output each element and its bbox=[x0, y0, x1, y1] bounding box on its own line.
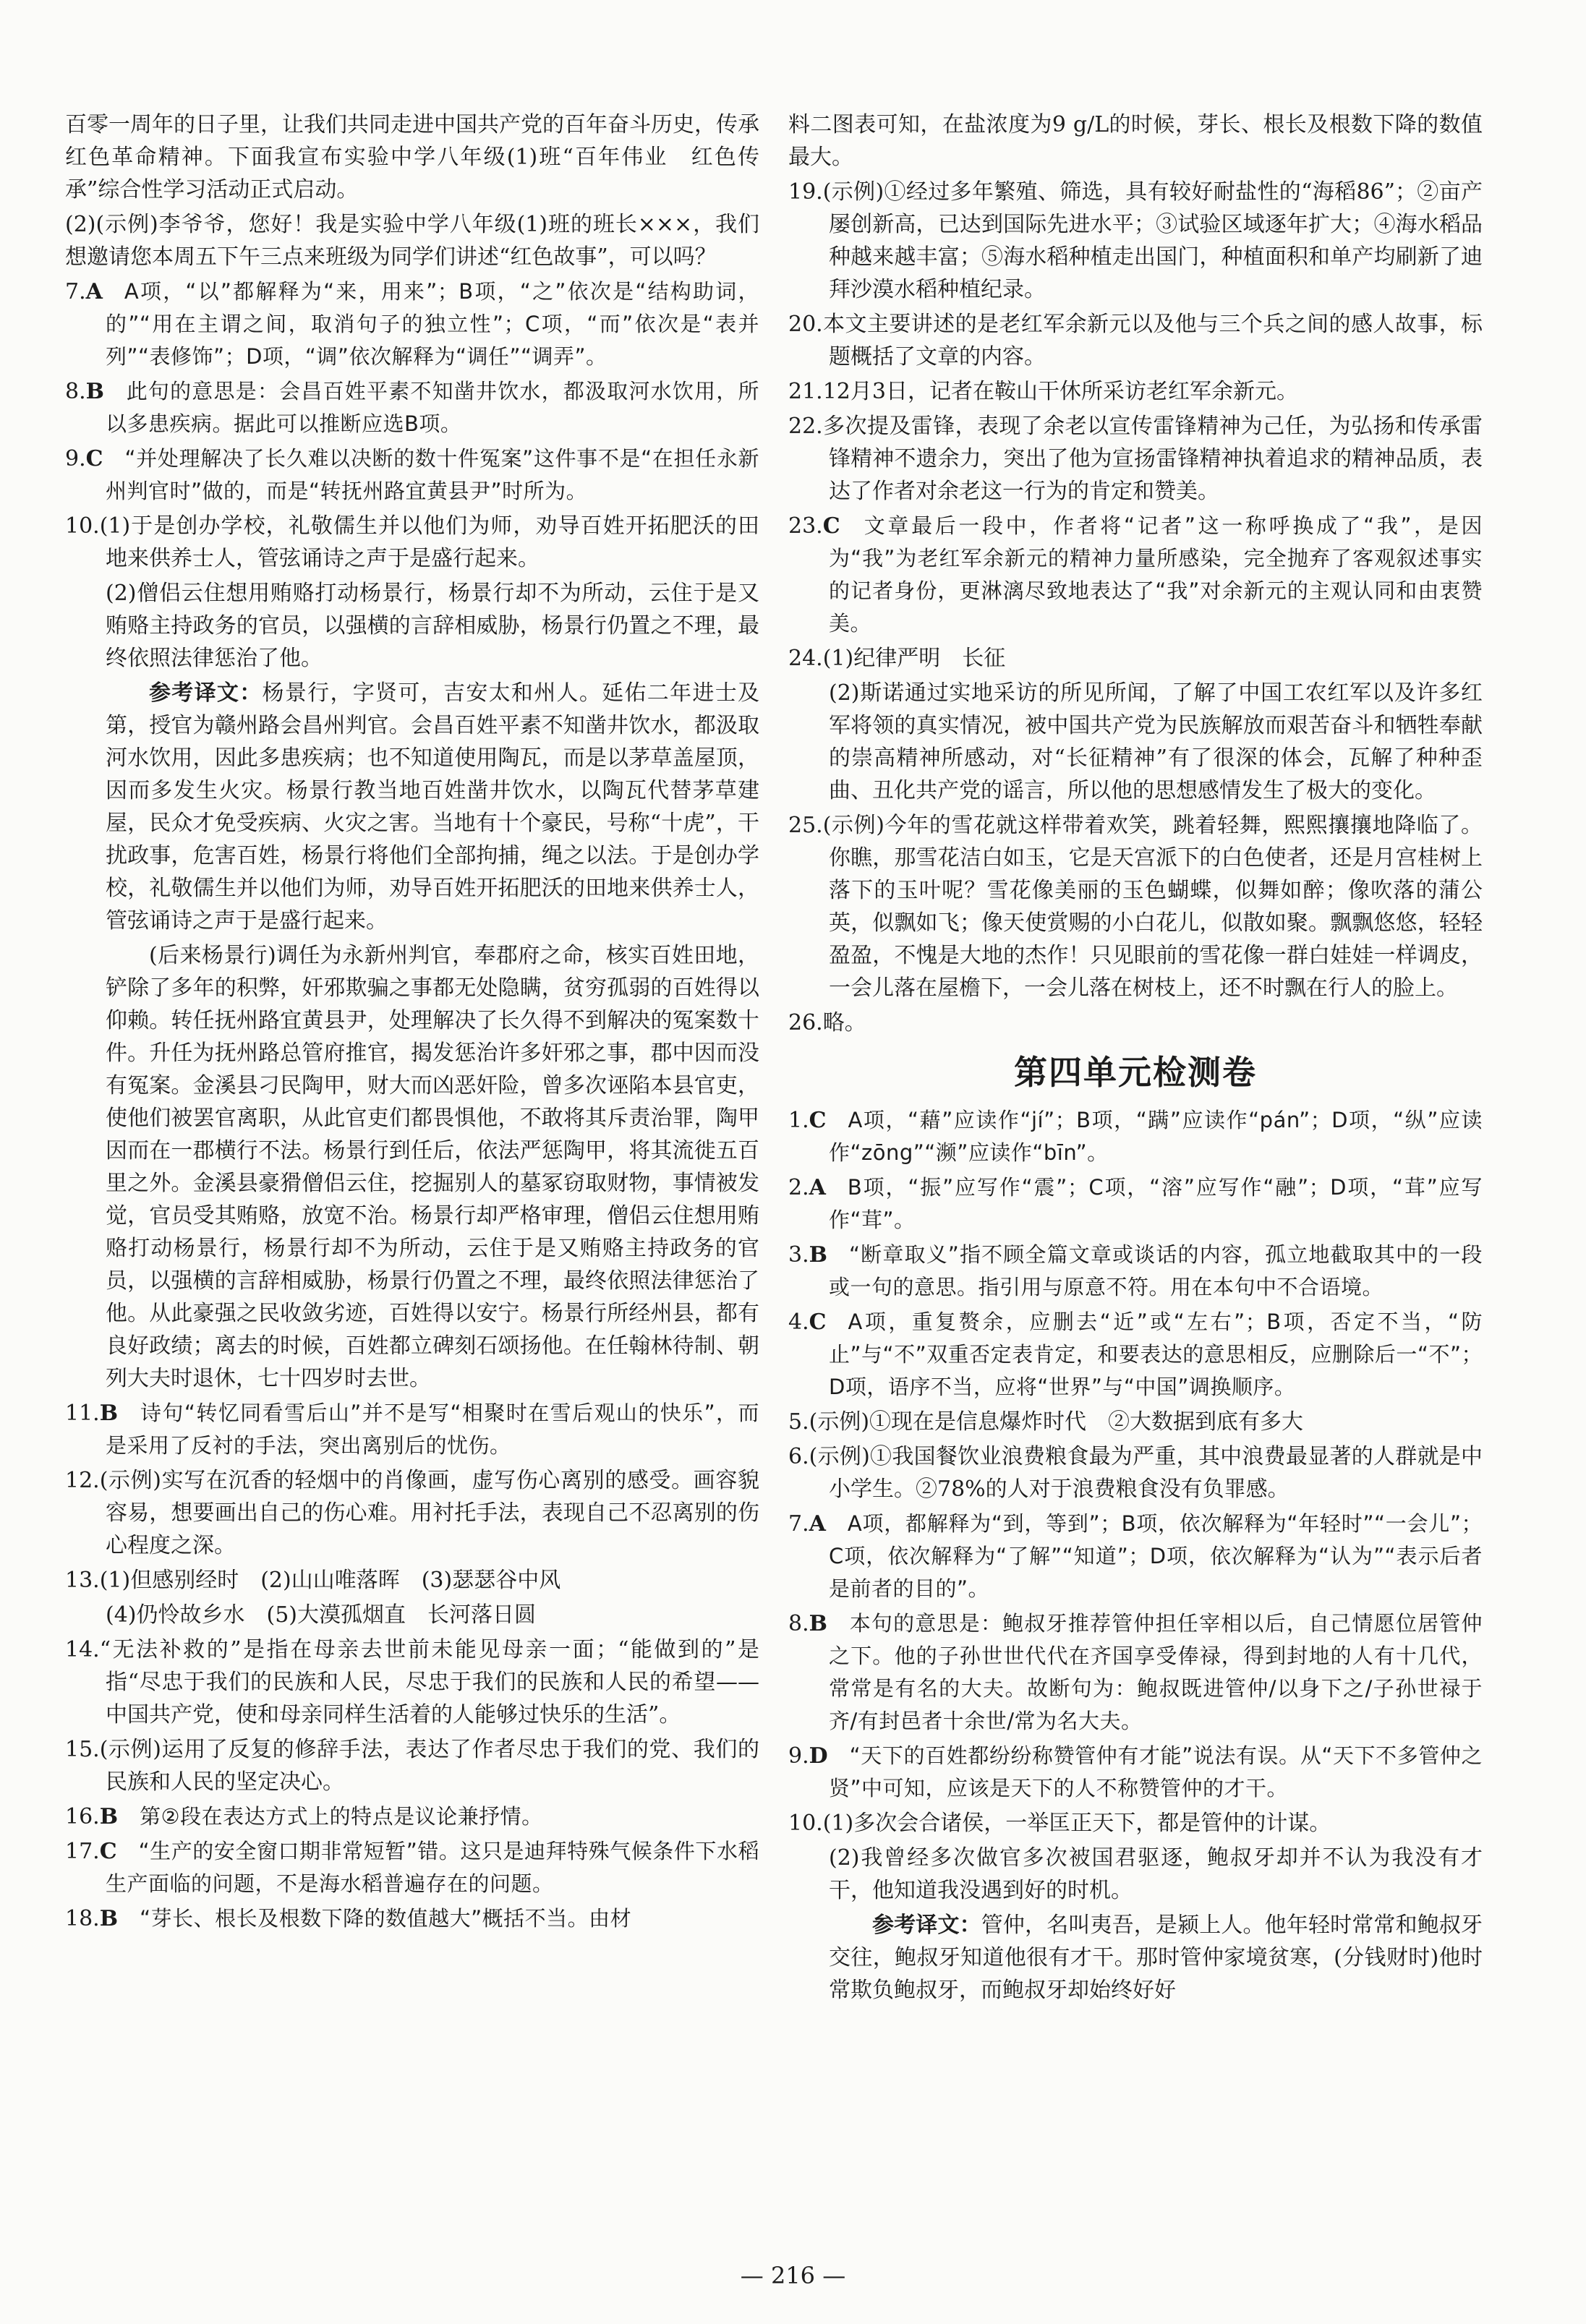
item-text: 管仲，名叫夷吾，是颍上人。他年轻时常常和鲍叔牙交往，鲍叔牙知道他很有才干。那时管仲家境贫寒，(分钱财时)他时常欺负鲍叔牙，而鲍叔牙却始终好好 bbox=[829, 1913, 1483, 2003]
answer-item bbox=[65, 1902, 759, 1935]
item-text: B项，“振”应写作“震”；C项，“溶”应写作“融”；D项，“茸”应写作“茸”。 bbox=[829, 1175, 1483, 1232]
item-text: A项，重复赘余，应删去“近”或“左右”；B项，否定不当，“防止”与“不”双重否定表肯定，和要表达的意思相反，应删除后一“不”；D项，语序不当，应将“世界”与“中国”调换顺序。 bbox=[829, 1310, 1483, 1399]
item-text: (示例)实写在沉香的轻烟中的肖像画，虚写伤心离别的感受。画容貌容易，想要画出自己的伤心难。用衬托手法，表现自己不忍离别的伤心程度之深。 bbox=[99, 1468, 759, 1558]
answer-item bbox=[788, 410, 1483, 508]
item-text: 多次提及雷锋，表现了余老以宣传雷锋精神为己任，为弘扬和传承雷锋精神不遗余力，突出了他为宣扬雷锋精神执着追求的精神品质，表达了作者对余老这一行为的肯定和赞美。 bbox=[822, 414, 1483, 504]
answer-item bbox=[788, 1239, 1483, 1304]
answer-item bbox=[65, 1633, 759, 1731]
item-number: 25. bbox=[788, 813, 823, 838]
answer-item bbox=[65, 208, 759, 273]
answer-choice: D bbox=[809, 1743, 828, 1769]
item-text: (1)纪律严明 长征 bbox=[822, 646, 1006, 671]
item-number: 20. bbox=[788, 312, 823, 337]
item-text: 文章最后一段中，作者将“记者”这一称呼换成了“我”，是因为“我”为老红军余新元的精神力量所感染，完全抛弃了客观叙述事实的记者身份，更淋漓尽致地表达了“我”对余新元的主观认同和由衷赞美。 bbox=[829, 513, 1483, 636]
answer-item bbox=[65, 1800, 759, 1833]
right-column bbox=[788, 108, 1483, 2009]
answer-choice: C bbox=[99, 1839, 117, 1864]
right-column-bottom bbox=[788, 1104, 1483, 2007]
answer-item bbox=[788, 1007, 1483, 1039]
answer-item bbox=[65, 375, 759, 440]
item-number: 23. bbox=[788, 513, 823, 539]
right-column-top bbox=[788, 108, 1483, 1039]
item-number: 16. bbox=[65, 1804, 100, 1829]
item-number: 9. bbox=[65, 446, 86, 471]
item-number: 7. bbox=[788, 1511, 809, 1537]
answer-item bbox=[65, 577, 759, 675]
answer-item bbox=[788, 176, 1483, 306]
item-text: (示例)①现在是信息爆炸时代 ②大数据到底有多大 bbox=[809, 1409, 1304, 1435]
answer-item bbox=[65, 1599, 759, 1631]
reference-translation-label: 参考译文： bbox=[872, 1913, 981, 1938]
item-text: (2)斯诺通过实地采访的所见所闻，了解了中国工农红军以及许多红军将领的真实情况，被中国共产党为民族解放而艰苦奋斗和牺牲奉献的崇高精神所感动，对“长征精神”有了很深的体会，瓦解了种种歪曲、丑化共产党的谣言，所以他的思想感情发生了极大的变化。 bbox=[829, 680, 1483, 803]
item-text: “无法补救的”是指在母亲去世前未能见母亲一面；“能做到的”是指“尽忠于我们的民族和人民，尽忠于我们的民族和人民的希望——中国共产党，使和母亲同样生活着的人能够过快乐的生活”。 bbox=[99, 1637, 759, 1727]
answer-item bbox=[788, 809, 1483, 1004]
item-number: 24. bbox=[788, 646, 823, 671]
item-text: 杨景行，字贤可，吉安太和州人。延佑二年进士及第，授官为赣州路会昌州判官。会昌百姓平素不知凿井饮水，都汲取河水饮用，因此多患疾病；也不知道使用陶瓦，而是以茅草盖屋顶，因而多发生火灾。杨景行教当地百姓凿井饮水，以陶瓦代替茅草建屋，民众才免受疾病、火灾之害。当地有十个豪民，号称“十虎”，干扰政事，危害百姓，杨景行将他们全部拘捕，绳之以法。于是创办学校，礼敬儒生并以他们为师，劝导百姓开拓肥沃的田地来供养士人，管弦诵诗之声于是盛行起来。 bbox=[106, 680, 760, 934]
item-number: 19. bbox=[788, 179, 823, 205]
answer-choice: B bbox=[809, 1611, 827, 1636]
answer-item bbox=[788, 1740, 1483, 1805]
item-text: 本句的意思是：鲍叔牙推荐管仲担任宰相以后，自己情愿位居管仲之下。他的子孙世世代代在齐国享受俸禄，得到封地的人有十几代，常常是有名的大夫。故断句为：鲍叔既进管仲/以身下之/子孙世禄于齐/有封邑者十余世/常为名大夫。 bbox=[829, 1611, 1483, 1733]
answer-choice: B bbox=[99, 1401, 119, 1426]
answer-item bbox=[65, 443, 759, 508]
answer-item bbox=[65, 1397, 759, 1462]
answer-choice: A bbox=[809, 1175, 826, 1200]
answer-item bbox=[788, 1807, 1483, 1840]
answer-item bbox=[788, 1909, 1483, 2007]
item-text: A项，“以”都解释为“来，用来”；B项，“之”依次是“结构助词，的”“用在主谓之间，取消句子的独立性”；C项，“而”依次是“表并列”“表修饰”；D项，“调”依次解释为“调任”“调弄”。 bbox=[106, 279, 759, 369]
item-text: (2)僧侣云住想用贿赂打动杨景行，杨景行却不为所动，云住于是又贿赂主持政务的官员，以强横的言辞相威胁，杨景行仍置之不理，最终依照法律惩治了他。 bbox=[106, 581, 759, 671]
item-number: 13. bbox=[65, 1568, 100, 1593]
item-number: 1. bbox=[788, 1108, 809, 1133]
answer-item bbox=[788, 1508, 1483, 1605]
item-text: (1)多次会合诸侯，一举匡正天下，都是管仲的计谋。 bbox=[822, 1811, 1331, 1836]
answer-choice: A bbox=[809, 1511, 826, 1537]
answer-item bbox=[788, 677, 1483, 807]
item-text: (2)我曾经多次做官多次被国君驱逐，鲍叔牙却并不认为我没有才干，他知道我没遇到好的时机。 bbox=[829, 1845, 1483, 1903]
item-text: 12月3日，记者在鞍山干休所采访老红军余新元。 bbox=[822, 379, 1298, 404]
answer-item bbox=[788, 642, 1483, 675]
item-text: 诗句“转忆同看雪后山”并不是写“相聚时在雪后观山的快乐”，而是采用了反衬的手法，突出离别后的忧伤。 bbox=[106, 1401, 759, 1458]
answer-item bbox=[65, 275, 759, 373]
item-number: 11. bbox=[65, 1401, 100, 1426]
item-number: 10. bbox=[788, 1811, 823, 1836]
answer-item bbox=[65, 1733, 759, 1798]
item-number: 4. bbox=[788, 1310, 809, 1335]
answer-choice: C bbox=[822, 513, 840, 539]
item-number: 8. bbox=[788, 1611, 809, 1636]
reference-translation-label: 参考译文： bbox=[149, 680, 263, 706]
item-text: (2)(示例)李爷爷，您好！我是实验中学八年级(1)班的班长×××，我们想邀请您本周五下午三点来班级为同学们讲述“红色故事”，可以吗？ bbox=[65, 212, 759, 270]
answer-item bbox=[65, 510, 759, 575]
answer-item bbox=[788, 1842, 1483, 1907]
item-text: 第②段在表达方式上的特点是议论兼抒情。 bbox=[140, 1804, 543, 1829]
answer-item bbox=[788, 1440, 1483, 1505]
section-heading: 第四单元检测卷 bbox=[1014, 1053, 1257, 1092]
answer-choice: A bbox=[85, 279, 103, 304]
item-text: (1)于是创办学校，礼敬儒生并以他们为师，劝导百姓开拓肥沃的田地来供养士人，管弦诵诗之声于是盛行起来。 bbox=[99, 513, 759, 571]
item-text: (示例)①我国餐饮业浪费粮食最为严重，其中浪费最显著的人群就是中小学生。②78%的人对于浪费粮食没有负罪感。 bbox=[809, 1444, 1483, 1502]
item-number: 3. bbox=[788, 1242, 809, 1268]
item-text: A项，“藉”应读作“jí”；B项，“蹒”应读作“pán”；D项，“纵”应读作“zōng”“濒”应读作“bīn”。 bbox=[829, 1108, 1483, 1165]
item-number: 18. bbox=[65, 1906, 100, 1931]
item-text: (4)仍怜故乡水 (5)大漠孤烟直 长河落日圆 bbox=[106, 1602, 536, 1628]
answer-choice: C bbox=[809, 1108, 827, 1133]
answer-item bbox=[65, 939, 759, 1395]
item-text: 略。 bbox=[822, 1010, 866, 1035]
answer-item bbox=[65, 108, 759, 206]
item-text: (后来杨景行)调任为永新州判官，奉郡府之命，核实百姓田地，铲除了多年的积弊，奸邪欺骗之事都无处隐瞒，贫穷孤弱的百姓得以仰赖。转任抚州路宜黄县尹，处理解决了长久得不到解决的冤案数十件。升任为抚州路总管府推官，揭发惩治许多奸邪之事，郡中因而没有冤案。金溪县刁民陶甲，财大而凶恶奸险，曾多次诬陷本县官吏，使他们被罢官离职，从此官吏们都畏惧他，不敢将其斥责治罪，陶甲因而在一郡横行不法。杨景行到任后，依法严惩陶甲，将其流徙五百里之外。金溪县豪猾僧侣云住，挖掘别人的墓冢窃取财物，事情被发觉，官员受其贿赂，放宽不治。杨景行却严格审理，僧侣云住想用贿赂打动杨景行，杨景行却不为所动，云住于是又贿赂主持政务的官员，以强横的言辞相威胁，杨景行仍置之不理，最终依照法律惩治了他。从此豪强之民收敛劣迹，百姓得以安宁。杨景行所经州县，都有良好政绩；离去的时候，百姓都立碑刻石颂扬他。在任翰林待制、朝列大夫时退休，七十四岁时去世。 bbox=[106, 943, 759, 1391]
item-number: 10. bbox=[65, 513, 100, 539]
answer-choice: B bbox=[99, 1906, 119, 1931]
answer-item bbox=[788, 1406, 1483, 1438]
item-text: 百零一周年的日子里，让我们共同走进中国共产党的百年奋斗历史，传承红色革命精神。下面我宣布实验中学八年级(1)班“百年伟业 红色传承”综合性学习活动正式启动。 bbox=[65, 112, 759, 202]
item-text: (示例)①经过多年繁殖、筛选，具有较好耐盐性的“海稻86”；②亩产屡创新高，已达到国际先进水平；③试验区域逐年扩大；④海水稻品种越来越丰富；⑤海水稻种植走出国门，种植面积和单产均刷新了迪拜沙漠水稻种植纪录。 bbox=[822, 179, 1483, 302]
item-number: 26. bbox=[788, 1010, 823, 1035]
item-text: “芽长、根长及根数下降的数值越大”概括不当。由材 bbox=[140, 1906, 632, 1931]
answer-item bbox=[65, 677, 759, 937]
answer-choice: B bbox=[809, 1242, 827, 1268]
item-text: 此句的意思是：会昌百姓平素不知凿井饮水，都汲取河水饮用，所以多患疾病。据此可以推断应选B项。 bbox=[106, 379, 759, 436]
item-text: “并处理解决了长久难以决断的数十件冤案”这件事不是“在担任永新州判官时”做的，而是“转抚州路宜黄县尹”时所为。 bbox=[106, 446, 759, 503]
answer-item bbox=[788, 375, 1483, 408]
answer-item bbox=[788, 108, 1483, 174]
item-text: 料二图表可知，在盐浓度为9 g/L的时候，芽长、根长及根数下降的数值最大。 bbox=[788, 112, 1483, 170]
page-number: — 216 — bbox=[740, 2262, 846, 2289]
item-number: 17. bbox=[65, 1839, 100, 1864]
item-number: 14. bbox=[65, 1637, 100, 1662]
item-text: “断章取义”指不顾全篇文章或谈话的内容，孤立地截取其中的一段或一句的意思。指引用与原意不符。用在本句中不合语境。 bbox=[829, 1242, 1483, 1299]
item-text: “生产的安全窗口期非常短暂”错。这只是迪拜特殊气候条件下水稻生产面临的问题，不是海水稻普遍存在的问题。 bbox=[106, 1839, 759, 1896]
item-number: 21. bbox=[788, 379, 823, 404]
answer-item bbox=[788, 510, 1483, 640]
item-text: (示例)今年的雪花就这样带着欢笑，跳着轻舞，熙熙攘攘地降临了。你瞧，那雪花洁白如玉，它是天宫派下的白色使者，还是月宫桂树上落下的玉叶呢？雪花像美丽的玉色蝴蝶，似舞如醉；像吹落的蒲公英，似飘如飞；像天使赏赐的小白花儿，似散如聚。飘飘悠悠，轻轻盈盈，不愧是大地的杰作！只见眼前的雪花像一群白娃娃一样调皮，一会儿落在屋檐下，一会儿落在树枝上，还不时飘在行人的脸上。 bbox=[822, 813, 1483, 1001]
answer-item bbox=[788, 1306, 1483, 1404]
item-number: 5. bbox=[788, 1409, 809, 1435]
item-number: 12. bbox=[65, 1468, 100, 1493]
answer-item bbox=[65, 1564, 759, 1597]
item-number: 9. bbox=[788, 1743, 809, 1769]
item-number: 8. bbox=[65, 379, 86, 404]
item-number: 6. bbox=[788, 1444, 809, 1469]
item-number: 15. bbox=[65, 1737, 100, 1762]
answer-item bbox=[788, 1104, 1483, 1169]
item-text: A项，都解释为“到，等到”；B项，依次解释为“年轻时”“一会儿”；C项，依次解释为“了解”“知道”；D项，依次解释为“认为”“表示后者是前者的目的”。 bbox=[829, 1511, 1483, 1601]
answer-choice: B bbox=[85, 379, 104, 404]
answer-item bbox=[65, 1464, 759, 1562]
item-text: (1)但感别经时 (2)山山唯落晖 (3)瑟瑟谷中风 bbox=[99, 1568, 561, 1593]
item-number: 22. bbox=[788, 414, 823, 439]
answer-item bbox=[788, 1171, 1483, 1236]
left-column bbox=[65, 108, 759, 1937]
item-text: 本文主要讲述的是老红军余新元以及他与三个兵之间的感人故事，标题概括了文章的内容。 bbox=[822, 312, 1483, 369]
answer-choice: C bbox=[809, 1310, 827, 1335]
item-number: 7. bbox=[65, 279, 86, 304]
item-text: “天下的百姓都纷纷称赞管仲有才能”说法有误。从“天下不多管仲之贤”中可知，应该是天下的人不称赞管仲的才干。 bbox=[829, 1743, 1483, 1800]
item-number: 2. bbox=[788, 1175, 809, 1200]
answer-item bbox=[788, 308, 1483, 373]
answer-choice: C bbox=[85, 446, 103, 471]
answer-choice: B bbox=[99, 1804, 119, 1829]
answer-item bbox=[65, 1835, 759, 1900]
answer-item bbox=[788, 1607, 1483, 1738]
item-text: (示例)运用了反复的修辞手法，表达了作者尽忠于我们的党、我们的民族和人民的坚定决心。 bbox=[99, 1737, 759, 1795]
